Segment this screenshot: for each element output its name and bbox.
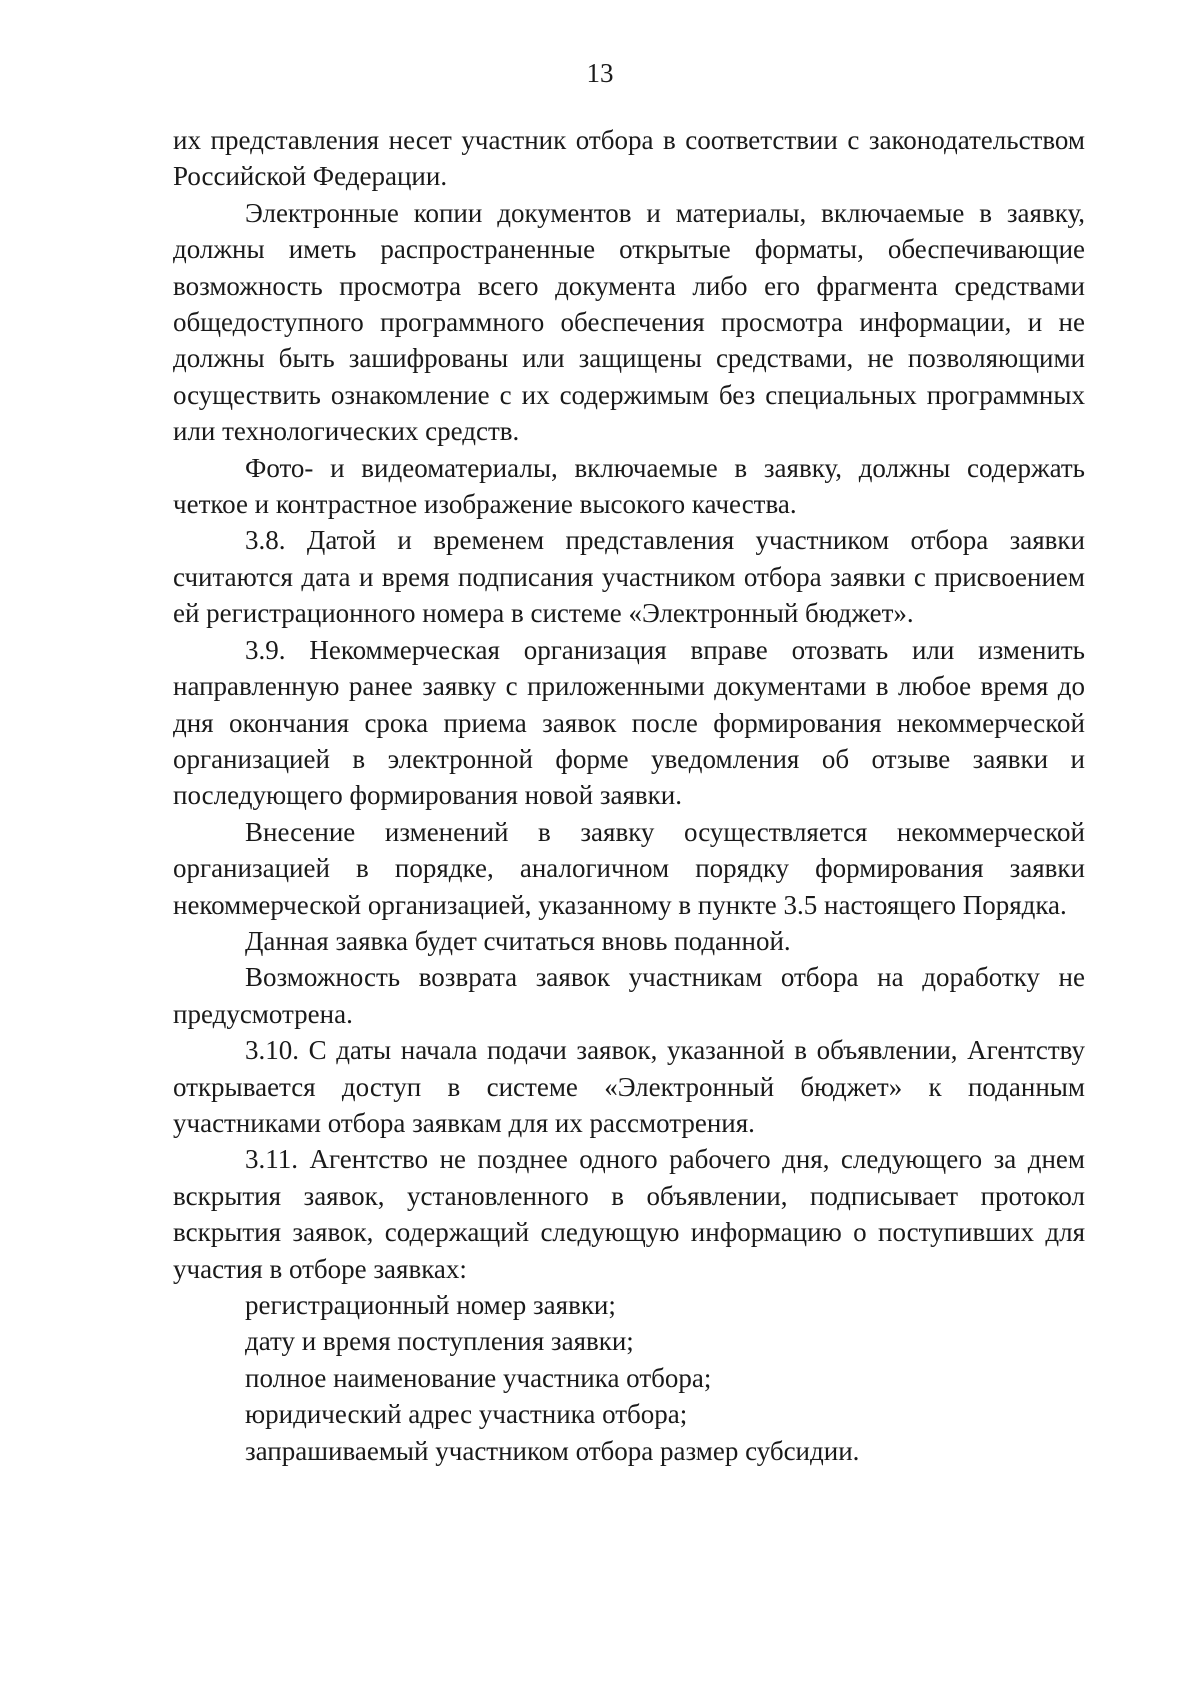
list-item: регистрационный номер заявки;	[245, 1290, 616, 1320]
paragraph-3-10: 3.10. С даты начала подачи заявок, указанной в объявлении, Агентству открывается доступ в системе «Электронный бюджет» к поданным участниками отбора заявкам для их рассмотрения.	[173, 1035, 1085, 1138]
list-item: юридический адрес участника отбора;	[245, 1399, 688, 1430]
paragraph-electronic-copies: Электронные копии документов и материалы, включаемые в заявку, должны иметь распространенные открытые форматы, обеспечивающие возможность просмотра всего документа либо его фрагмента средствами общедоступного программного обеспечения просмотра информации, и не должны быть зашифрованы или защищены средствами, не позволяющими осуществить ознакомление с их содержимым без специальных программных или технологических средств.	[173, 197, 1085, 447]
list-item: дату и время поступления заявки;	[245, 1326, 634, 1357]
paragraph-no-return: Возможность возврата заявок участникам отбора на доработку не предусмотрена.	[173, 962, 1085, 1029]
paragraph-3-8: 3.8. Датой и временем представления участником отбора заявки считаются дата и время подписания участником отбора заявки с присвоением ей регистрационного номера в системе «Электронный бюджет».	[173, 525, 1085, 629]
paragraph-3-11: 3.11. Агентство не позднее одного рабочего дня, следующего за днем вскрытия заявок, установленного в объявлении, подписывает протокол вскрытия заявок, содержащий следующую информацию о поступивших для участия в отборе заявках:	[173, 1144, 1085, 1284]
list-item: запрашиваемый участником отбора размер субсидии.	[245, 1435, 860, 1466]
document-body	[173, 122, 1085, 1469]
paragraph-continuation: их представления несет участник отбора в соответствии с законодательством Российской Федерации.	[173, 125, 1085, 192]
paragraph-changes: Внесение изменений в заявку осуществляется некоммерческой организацией в порядке, аналогичном порядку формирования заявки некоммерческой организацией, указанному в пункте 3.5 настоящего Порядка.	[173, 816, 1085, 920]
list-item: полное наименование участника отбора;	[245, 1362, 712, 1393]
paragraph-resubmitted: Данная заявка будет считаться вновь поданной.	[245, 925, 791, 956]
page-number: 13	[586, 58, 614, 88]
paragraph-3-9: 3.9. Некоммерческая организация вправе отозвать или изменить направленную ранее заявку с приложенными документами в любое время до дня окончания срока приема заявок после формирования некоммерческой организацией в электронной форме уведомления об отзыве заявки и последующего формирования новой заявки.	[173, 634, 1085, 811]
paragraph-photo-video: Фото- и видеоматериалы, включаемые в заявку, должны содержать четкое и контрастное изображение высокого качества.	[173, 452, 1085, 520]
